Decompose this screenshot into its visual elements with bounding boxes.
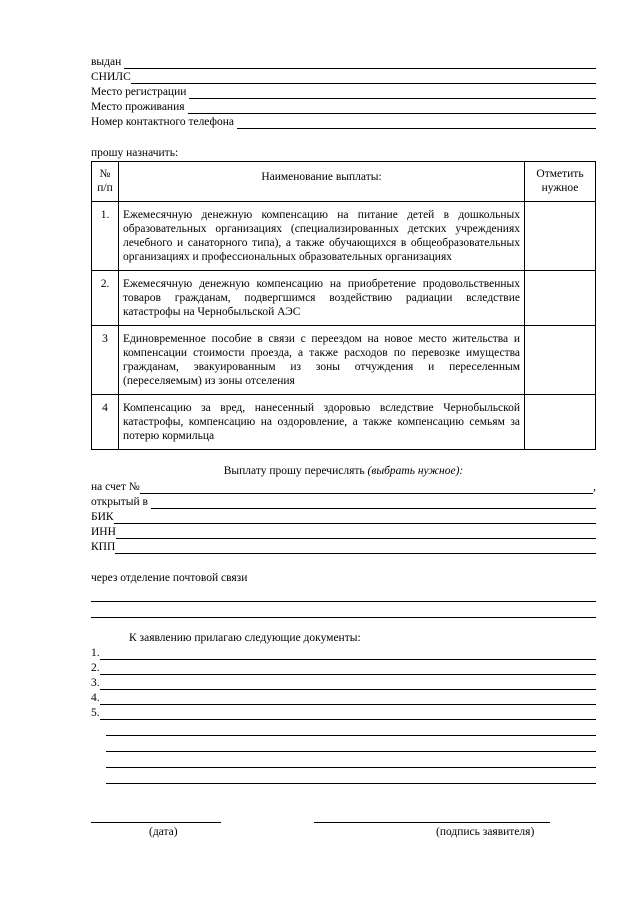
signature-caption: (подпись заявителя) (436, 826, 535, 838)
date-caption: (дата) (149, 826, 178, 838)
field-label: выдан (91, 56, 122, 68)
field-phone (91, 114, 596, 129)
payment-title-text: Выплату прошу перечислять (223, 465, 365, 477)
attachments-title (91, 630, 596, 645)
field-label: СНИЛС (91, 71, 131, 83)
field-line[interactable] (100, 663, 596, 675)
field-line[interactable] (114, 512, 596, 524)
field-label: КПП (91, 541, 116, 553)
field-issued (91, 54, 596, 69)
row-number: 4 (92, 395, 119, 450)
date-line[interactable] (91, 818, 221, 823)
attachments-title-text: К заявлению прилагаю следующие документы: (129, 632, 361, 644)
field-label: Номер контактного телефона (91, 116, 235, 128)
attachment-extra-line[interactable] (106, 736, 596, 752)
field-line[interactable] (151, 497, 596, 509)
field-label: Место проживания (91, 101, 185, 113)
field-bik (91, 509, 596, 524)
attachment-extra-line[interactable] (106, 768, 596, 784)
field-registration (91, 84, 596, 99)
field-line[interactable] (237, 117, 596, 129)
table-row (92, 395, 596, 450)
table-row (92, 326, 596, 395)
attachment-number: 3. (91, 677, 100, 689)
post-office-line[interactable] (91, 602, 596, 618)
field-label: Место регистрации (91, 86, 187, 98)
payment-title-hint: (выбрать нужное): (367, 465, 464, 477)
row-number: 2. (92, 271, 119, 326)
field-line[interactable] (131, 72, 596, 84)
attachment-number: 1. (91, 647, 100, 659)
attachment-extra-line[interactable] (106, 752, 596, 768)
field-line[interactable] (116, 527, 596, 539)
field-residence (91, 99, 596, 114)
field-line[interactable] (188, 102, 596, 114)
post-office-line[interactable] (91, 586, 596, 602)
field-account (91, 479, 596, 494)
table-header-row (92, 162, 596, 202)
table-row (92, 202, 596, 271)
row-mark-cell[interactable] (525, 271, 596, 326)
payments-table (91, 161, 596, 450)
attachment-number: 4. (91, 692, 100, 704)
field-snils (91, 69, 596, 84)
attachment-item (91, 645, 596, 660)
application-form (91, 54, 596, 784)
field-line[interactable] (100, 693, 596, 705)
payment-title (91, 464, 596, 479)
attachment-extra-line[interactable] (106, 720, 596, 736)
field-label: ИНН (91, 526, 116, 538)
request-intro-text: прошу назначить: (91, 147, 179, 159)
row-number: 1. (92, 202, 119, 271)
row-text: Ежемесячную денежную компенсацию на питание детей в дошкольных образовательных организациях (специализированных детских учреждениях лечебного и санаторного типа), а также обучающихся в общеобразовательных организациях и профессиональных образовательных организациях (119, 202, 525, 271)
row-text: Ежемесячную денежную компенсацию на приобретение продовольственных товаров гражданам, подвергшимся воздействию радиации вследствие катастрофы на Чернобыльской АЭС (119, 271, 525, 326)
post-office-text: через отделение почтовой связи (91, 572, 248, 584)
field-inn (91, 524, 596, 539)
header-name: Наименование выплаты: (119, 162, 525, 202)
signature-block (91, 818, 551, 848)
row-mark-cell[interactable] (525, 326, 596, 395)
row-text: Единовременное пособие в связи с переездом на новое место жительства и компенсации стоимости проезда, а также расходов по перевозке имущества гражданам, эвакуированным из зоны отчуждения и переселенным (переселяемым) из зоны отселения (119, 326, 525, 395)
row-text: Компенсацию за вред, нанесенный здоровью вследствие Чернобыльской катастрофы, компенсацию на оздоровление, а также компенсацию семьям за потерю кормильца (119, 395, 525, 450)
attachment-number: 2. (91, 662, 100, 674)
row-mark-cell[interactable] (525, 395, 596, 450)
field-line[interactable] (100, 678, 596, 690)
field-label: БИК (91, 511, 114, 523)
signature-line[interactable] (314, 818, 550, 823)
attachment-item (91, 675, 596, 690)
request-intro (91, 145, 596, 160)
field-suffix: , (593, 481, 596, 493)
header-num: № п/п (92, 162, 119, 202)
field-label: открытый в (91, 496, 148, 508)
row-mark-cell[interactable] (525, 202, 596, 271)
table-row (92, 271, 596, 326)
attachment-item (91, 660, 596, 675)
field-line[interactable] (100, 708, 596, 720)
field-line[interactable] (100, 648, 596, 660)
attachment-item (91, 705, 596, 720)
row-number: 3 (92, 326, 119, 395)
attachment-number: 5. (91, 707, 100, 719)
field-kpp (91, 539, 596, 554)
field-opened (91, 494, 596, 509)
attachment-item (91, 690, 596, 705)
field-label: на счет № (91, 481, 140, 493)
field-line[interactable] (140, 482, 593, 494)
post-office-label (91, 570, 596, 585)
field-line[interactable] (115, 542, 596, 554)
header-mark: Отметить нужное (525, 162, 596, 202)
field-line[interactable] (124, 57, 596, 69)
field-line[interactable] (189, 87, 596, 99)
